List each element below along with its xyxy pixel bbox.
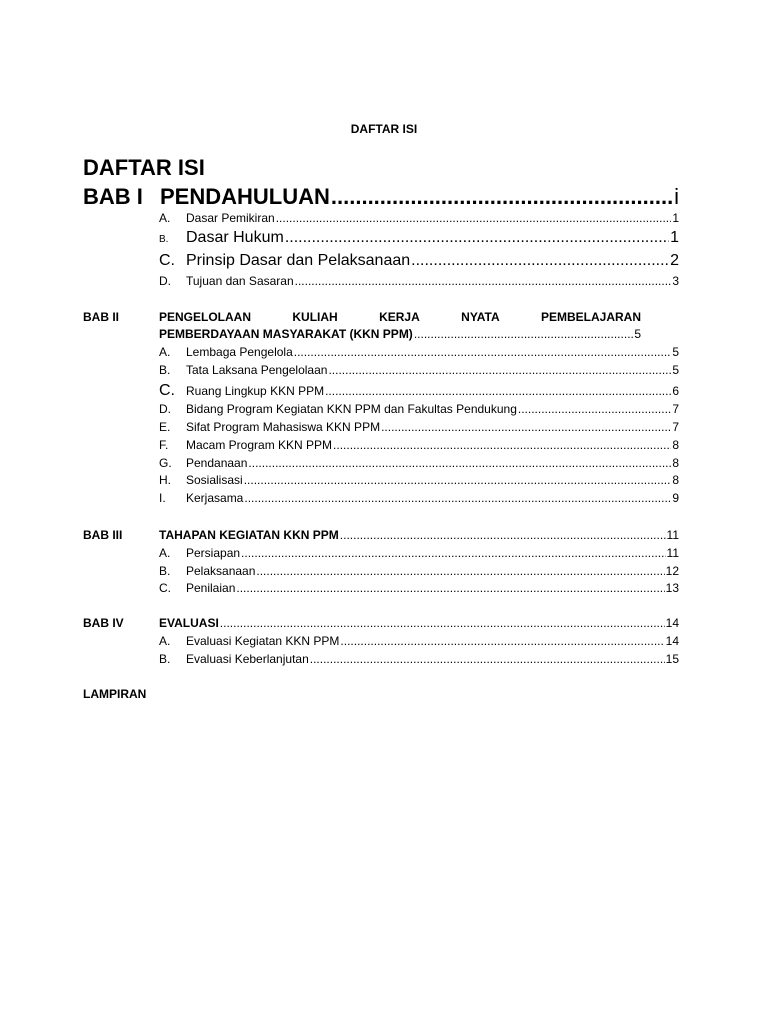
dot-leader (333, 438, 671, 452)
toc-entry-2d[interactable] (159, 402, 679, 416)
item-text: Prinsip Dasar dan Pelaksanaan (186, 252, 411, 269)
page-number: 7 (672, 420, 679, 434)
page-number: 15 (665, 652, 679, 666)
dot-leader (256, 564, 664, 578)
page-number: 8 (672, 473, 679, 487)
page-number: i (674, 184, 679, 209)
page-number: 8 (672, 438, 679, 452)
item-text: Kerjasama (186, 491, 244, 505)
dot-leader (411, 252, 669, 270)
toc-entry-2e[interactable] (159, 420, 679, 434)
toc-entry-1b[interactable] (159, 229, 679, 247)
toc-entry-2a[interactable] (159, 345, 679, 359)
page-number: 9 (672, 491, 679, 505)
toc-entry-3a[interactable] (159, 546, 679, 560)
title-word: PEMBELAJARAN (540, 310, 641, 324)
toc-entry-bab-4[interactable] (159, 616, 679, 630)
dot-leader (294, 345, 672, 359)
item-text: Tata Laksana Pengelolaan (186, 363, 328, 377)
toc-entry-bab-1[interactable] (83, 184, 679, 210)
item-letter: A. (159, 634, 171, 648)
item-letter: C. (159, 382, 175, 399)
toc-entry-bab-2[interactable] (159, 327, 641, 341)
dot-leader (414, 327, 634, 341)
dot-leader (244, 491, 671, 505)
item-text: Ruang Lingkup KKN PPM (186, 384, 325, 398)
toc-entry-1a[interactable] (159, 211, 679, 225)
item-text: Penilaian (186, 581, 236, 595)
item-letter: G. (159, 456, 172, 470)
item-text: Sifat Program Mahasiswa KKN PPM (186, 420, 381, 434)
dot-leader (236, 581, 664, 595)
bab-title: PEMBERDAYAAN MASYARAKAT (KKN PPM) (159, 327, 413, 341)
item-text: Sosialisasi (186, 473, 243, 487)
dot-leader (325, 384, 671, 398)
dot-leader (340, 634, 664, 648)
item-text: Macam Program KKN PPM (186, 438, 333, 452)
item-letter: A. (159, 345, 171, 359)
page-number: 1 (670, 229, 679, 246)
toc-entry-2c[interactable] (159, 382, 679, 400)
dot-leader (381, 420, 671, 434)
page-number: 5 (634, 327, 641, 341)
page-number: 14 (665, 616, 679, 630)
item-text: Bidang Program Kegiatan KKN PPM dan Fakultas Pendukung (186, 402, 517, 416)
page-number: 3 (672, 274, 679, 288)
dot-leader (220, 616, 665, 630)
bab-title-line-1[interactable] (159, 310, 641, 324)
bab-label: BAB III (83, 528, 123, 542)
toc-entry-1c[interactable] (159, 252, 679, 270)
toc-entry-4b[interactable] (159, 652, 679, 666)
item-letter: A. (159, 211, 171, 225)
dot-leader (241, 546, 665, 560)
dot-leader (331, 184, 673, 210)
toc-entry-3b[interactable] (159, 564, 679, 578)
item-text: Pendanaan (186, 456, 248, 470)
title-word: PENGELOLAAN (159, 310, 252, 324)
bab-label: BAB II (83, 310, 119, 324)
dot-leader (295, 274, 672, 288)
item-text: Persiapan (186, 546, 241, 560)
toc-entry-1d[interactable] (159, 274, 679, 288)
item-text: Dasar Pemikiran (186, 211, 275, 225)
page-number: 1 (672, 211, 679, 225)
item-letter: C. (159, 581, 171, 595)
toc-entry-2i[interactable] (159, 491, 679, 505)
item-letter: C. (159, 252, 175, 269)
item-text: Pelaksanaan (186, 564, 256, 578)
toc-entry-bab-3[interactable] (159, 528, 679, 542)
toc-entry-2g[interactable] (159, 456, 679, 470)
item-text: Tujuan dan Sasaran (186, 274, 294, 288)
dot-leader (248, 456, 671, 470)
bab-title: PENDAHULUAN (160, 184, 330, 209)
item-letter: I. (159, 491, 166, 505)
page-number: 8 (672, 456, 679, 470)
title-word: KERJA (379, 310, 420, 324)
page-number: 7 (672, 402, 679, 416)
bab-label: BAB IV (83, 616, 124, 630)
page-number: 5 (672, 363, 679, 377)
item-text: Evaluasi Kegiatan KKN PPM (186, 634, 340, 648)
page-number: 5 (672, 345, 679, 359)
dot-leader (518, 402, 671, 416)
dot-leader (244, 473, 672, 487)
item-letter: B. (159, 564, 171, 578)
item-letter: F. (159, 438, 169, 452)
toc-entry-4a[interactable] (159, 634, 679, 648)
page-number: 14 (665, 634, 679, 648)
toc-entry-2h[interactable] (159, 473, 679, 487)
dot-leader (328, 363, 671, 377)
dot-leader (340, 528, 666, 542)
title-word: KULIAH (292, 310, 338, 324)
title-word: NYATA (461, 310, 500, 324)
item-letter: H. (159, 473, 171, 487)
bab-title: TAHAPAN KEGIATAN KKN PPM (159, 528, 339, 542)
page-number: 12 (665, 564, 679, 578)
dot-leader (310, 652, 665, 666)
item-text: Dasar Hukum (186, 229, 284, 246)
item-letter: B. (159, 652, 171, 666)
page-number: 11 (666, 546, 679, 560)
toc-entry-3c[interactable] (159, 581, 679, 595)
page-heading: DAFTAR ISI (350, 122, 418, 136)
dot-leader (285, 229, 669, 247)
page-number: 11 (666, 528, 679, 542)
bab-label: BAB I (83, 184, 143, 209)
toc-entry-2f[interactable] (159, 438, 679, 452)
page-number: 13 (665, 581, 679, 595)
toc-entry-2b[interactable] (159, 363, 679, 377)
bab-title: EVALUASI (159, 616, 219, 630)
item-letter: B. (159, 363, 171, 377)
item-letter: E. (159, 420, 171, 434)
toc-entry-lampiran[interactable]: LAMPIRAN (83, 687, 147, 701)
item-letter: D. (159, 274, 171, 288)
page-number: 2 (670, 252, 679, 269)
item-letter: B. (159, 234, 169, 245)
item-text: Lembaga Pengelola (186, 345, 293, 359)
item-letter: D. (159, 402, 171, 416)
toc-title: DAFTAR ISI (83, 155, 205, 180)
dot-leader (276, 211, 672, 225)
page-number: 6 (672, 384, 679, 398)
item-text: Evaluasi Keberlanjutan (186, 652, 309, 666)
item-letter: A. (159, 546, 171, 560)
